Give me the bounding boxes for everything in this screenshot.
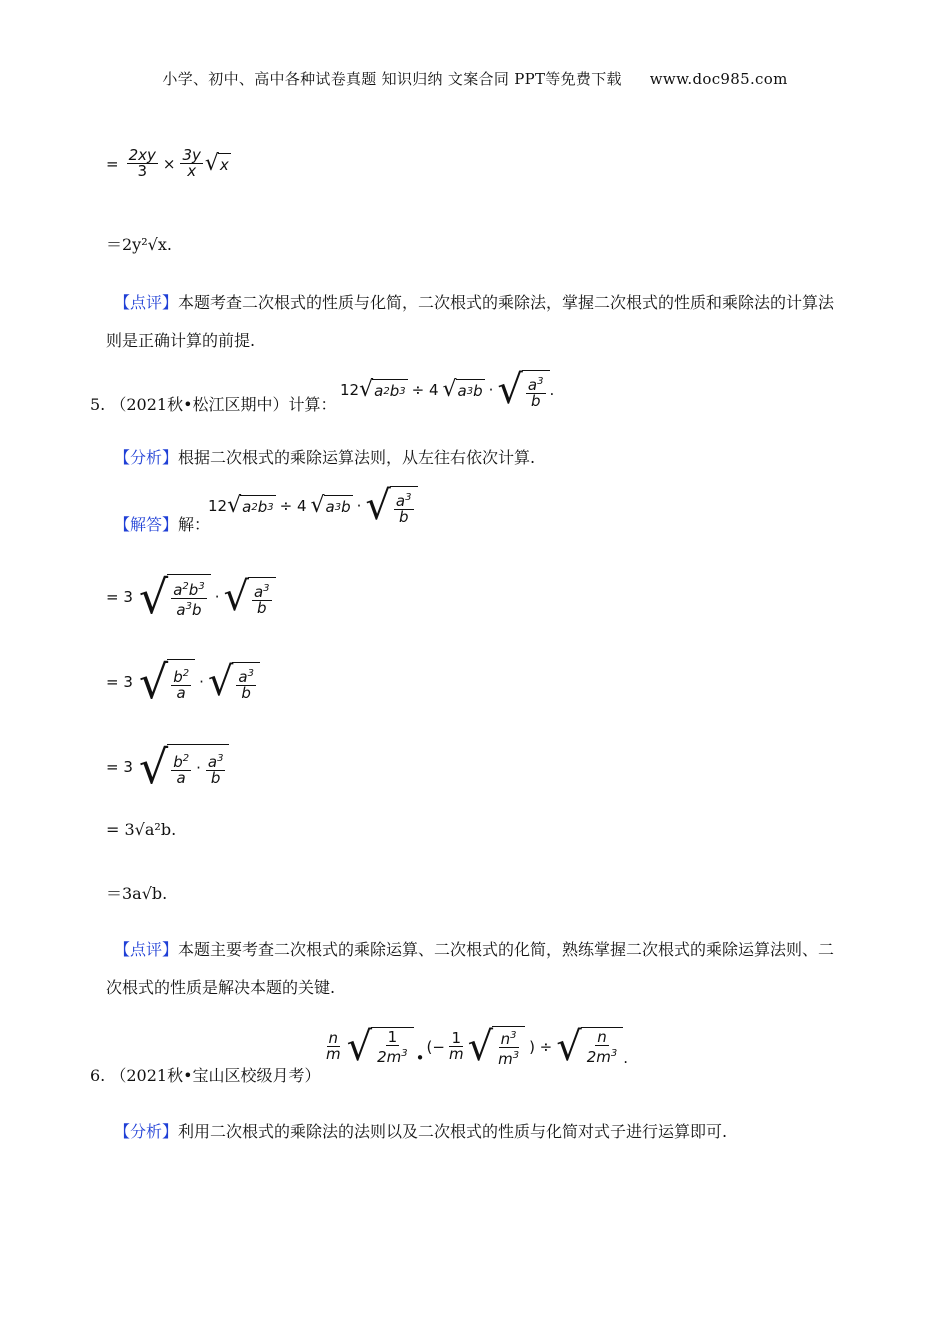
solution-step-2: = 3 √ $\frac{b^2}{a}$ · √ $\frac{a^3}{b}$ <box>106 659 260 705</box>
comment-2-line-1 <box>114 940 834 960</box>
equals-sign: = <box>106 154 119 173</box>
analysis-text: 根据二次根式的乘除运算法则，从左往右依次计算. <box>178 448 536 467</box>
analysis-6 <box>114 1122 727 1142</box>
analysis-text: 利用二次根式的乘除法的法则以及二次根式的性质与化简对式子进行运算即可. <box>178 1122 728 1141</box>
page-header <box>0 68 950 89</box>
solution-step-5-text: ＝3a√b. <box>106 884 168 903</box>
analysis-tag: 【分析】 <box>114 448 179 467</box>
comment-2-line-2 <box>106 978 335 998</box>
comment-text: 本题主要考查二次根式的乘除运算、二次根式的化简，熟练掌握二次根式的乘除运算法则、二 <box>178 940 835 959</box>
answer-text: 解： <box>178 515 211 534</box>
question-6-expression: $\frac{n}{m}$ √ $\frac{1}{2m^3}$ • (− $\frac{1}{m}$ √ $\frac{n^3}{m^3}$ ) ÷ √ $\frac{n}{2m^3}$ . <box>326 1023 629 1070</box>
answer-tag: 【解答】 <box>114 515 179 534</box>
math-step-1: = $\frac{2xy}{3}$ × $\frac{3y}{x}$ √ x <box>106 146 229 180</box>
analysis-tag: 【分析】 <box>114 1122 179 1141</box>
comment-tag: 【点评】 <box>114 940 179 959</box>
analysis-5 <box>114 448 535 468</box>
header-text: 小学、初中、高中各种试卷真题 知识归纳 文案合同 PPT等免费下载 <box>162 70 622 88</box>
comment-text: 次根式的性质是解决本题的关键. <box>106 978 336 997</box>
answer-5-label <box>114 515 210 535</box>
solution-step-1: = 3 √ $\frac{a^2b^3}{a^3b}$ · √ $\frac{a^3}{b}$ <box>106 574 276 620</box>
header-url: www.doc985.com <box>649 70 788 88</box>
solution-step-3: = 3 √ $\frac{b^2}{a}$ · $\frac{a^3}{b}$ <box>106 744 229 790</box>
solution-step-5 <box>106 884 167 904</box>
math-step-2 <box>106 235 172 255</box>
radical: √ x <box>204 150 229 176</box>
fraction: $\frac{3y}{x}$ <box>182 146 201 180</box>
solution-step-4 <box>106 820 176 840</box>
answer-5-expression: 12 √ a 2 b 3 ÷ 4 √ a 3 b · √ $\frac{a^3}{b}$ <box>208 486 418 526</box>
comment-text: 则是正确计算的前提. <box>106 331 256 350</box>
question-6-prefix <box>90 1066 321 1086</box>
comment-tag: 【点评】 <box>114 293 179 312</box>
question-6-label: 6. （2021秋•宝山区校级月考） <box>90 1066 321 1085</box>
comment-text: 本题考查二次根式的性质与化简，二次根式的乘除法，掌握二次根式的性质和乘除法的计算法 <box>178 293 835 312</box>
question-5-prefix <box>90 395 337 415</box>
question-5-expression: 12 √ a 2 b 3 ÷ 4 √ a 3 b · √ $\frac{a^3}{b}$ . <box>340 367 555 413</box>
fraction: $\frac{2xy}{3}$ <box>128 146 156 180</box>
solution-step-4-text: = 3√a²b. <box>106 820 177 839</box>
math-step-2-text: ＝2y²√x. <box>106 235 172 254</box>
comment-1-line-1 <box>114 293 834 313</box>
comment-1-line-2 <box>106 331 255 351</box>
question-5-label: 5. （2021秋•松江区期中）计算： <box>90 395 337 414</box>
